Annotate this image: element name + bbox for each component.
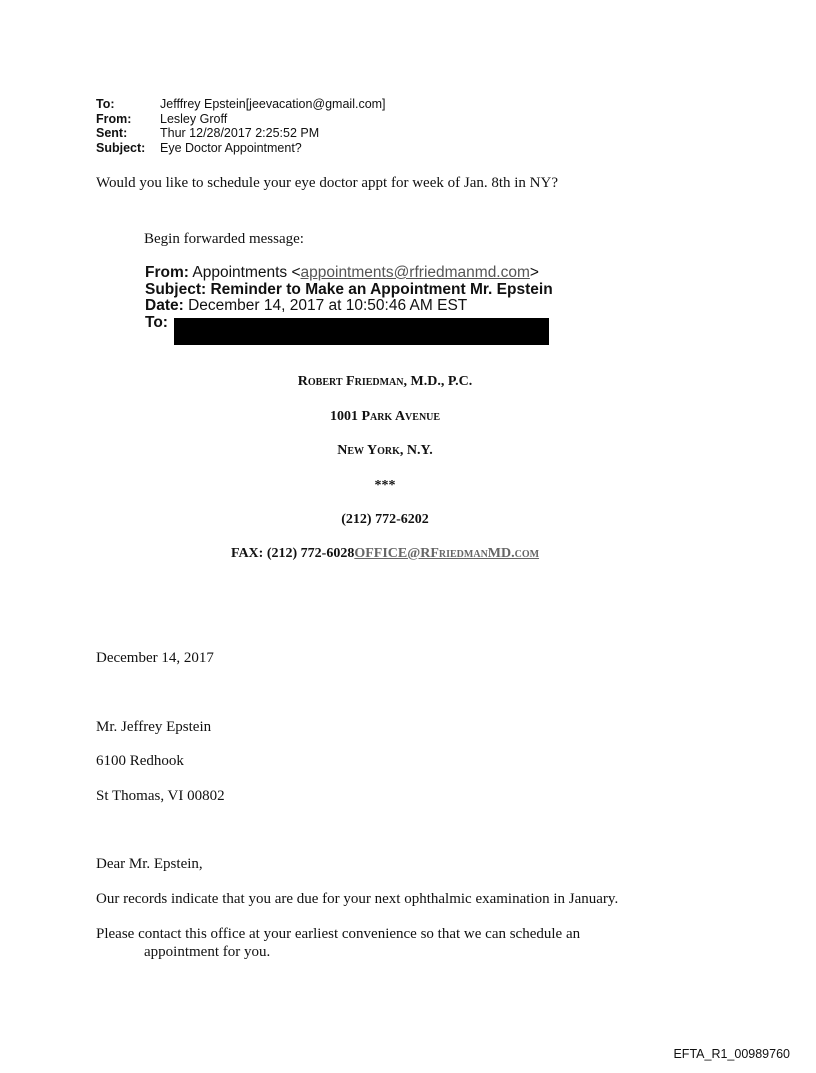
letter-paragraph-1: Our records indicate that you are due for your next ophthalmic examination in January. [96,891,619,907]
subject-value: Eye Doctor Appointment? [160,140,302,155]
letterhead-name [0,374,770,390]
letterhead-street [0,409,770,425]
letterhead-city-text: New York, N.Y. [337,443,433,458]
letter-date: December 14, 2017 [96,650,214,666]
from-row [96,112,386,127]
letterhead-fax-row [0,546,770,562]
redaction-block [174,318,549,345]
forwarded-subject-label: Subject: [145,280,207,298]
document-id-footer: EFTA_R1_00989760 [673,1047,790,1061]
recipient-city: St Thomas, VI 00802 [96,788,225,804]
forwarded-from-name: Appointments < [192,264,301,281]
sent-label: Sent: [96,126,128,141]
subject-row [96,141,386,156]
forwarded-from-email-link[interactable]: appointments@rfriedmanmd.com [300,264,530,281]
from-value: Lesley Groff [160,111,228,126]
forwarded-date-label: Date: [145,297,184,314]
email-header [96,97,386,155]
letterhead-name-text: Robert Friedman, M.D., P.C. [297,374,473,389]
forwarded-begin: Begin forwarded message: [144,231,304,247]
letter-paragraph-2-line-1: Please contact this office at your earliest convenience so that we can schedule an [96,926,581,942]
forwarded-subject-value: Reminder to Make an Appointment Mr. Epstein [210,280,553,298]
letterhead-email-link[interactable]: OFFICE@RFriedmanMD.com [354,546,540,561]
forwarded-from-label: From: [145,264,189,281]
sent-row [96,126,386,141]
forwarded-from-close: > [529,264,539,281]
forwarded-date-row [145,298,553,315]
forwarded-to-label: To: [145,313,168,331]
letterhead-phone: (212) 772-6202 [341,512,429,527]
to-label: To: [96,97,115,111]
letterhead-separator: *** [374,478,396,493]
letter-paragraph-2-line-2: appointment for you. [144,944,271,960]
to-value: Jefffrey Epstein[jeevacation@gmail.com] [160,97,386,111]
sent-value: Thur 12/28/2017 2:25:52 PM [160,126,320,141]
letterhead-city [0,443,770,459]
subject-label: Subject: [96,140,146,155]
recipient-name: Mr. Jeffrey Epstein [96,719,212,735]
from-label: From: [96,111,132,126]
to-row [96,97,386,112]
recipient-street: 6100 Redhook [96,753,184,769]
letterhead-fax: FAX: (212) 772-6028 [230,546,355,561]
forwarded-date-value: December 14, 2017 at 10:50:46 AM EST [188,297,468,314]
forwarded-subject-row [145,282,553,299]
letterhead-street-text: 1001 Park Avenue [329,409,441,424]
salutation: Dear Mr. Epstein, [96,856,203,872]
forwarded-from-row [145,265,553,282]
intro-message: Would you like to schedule your eye doctor appt for week of Jan. 8th in NY? [96,175,559,191]
